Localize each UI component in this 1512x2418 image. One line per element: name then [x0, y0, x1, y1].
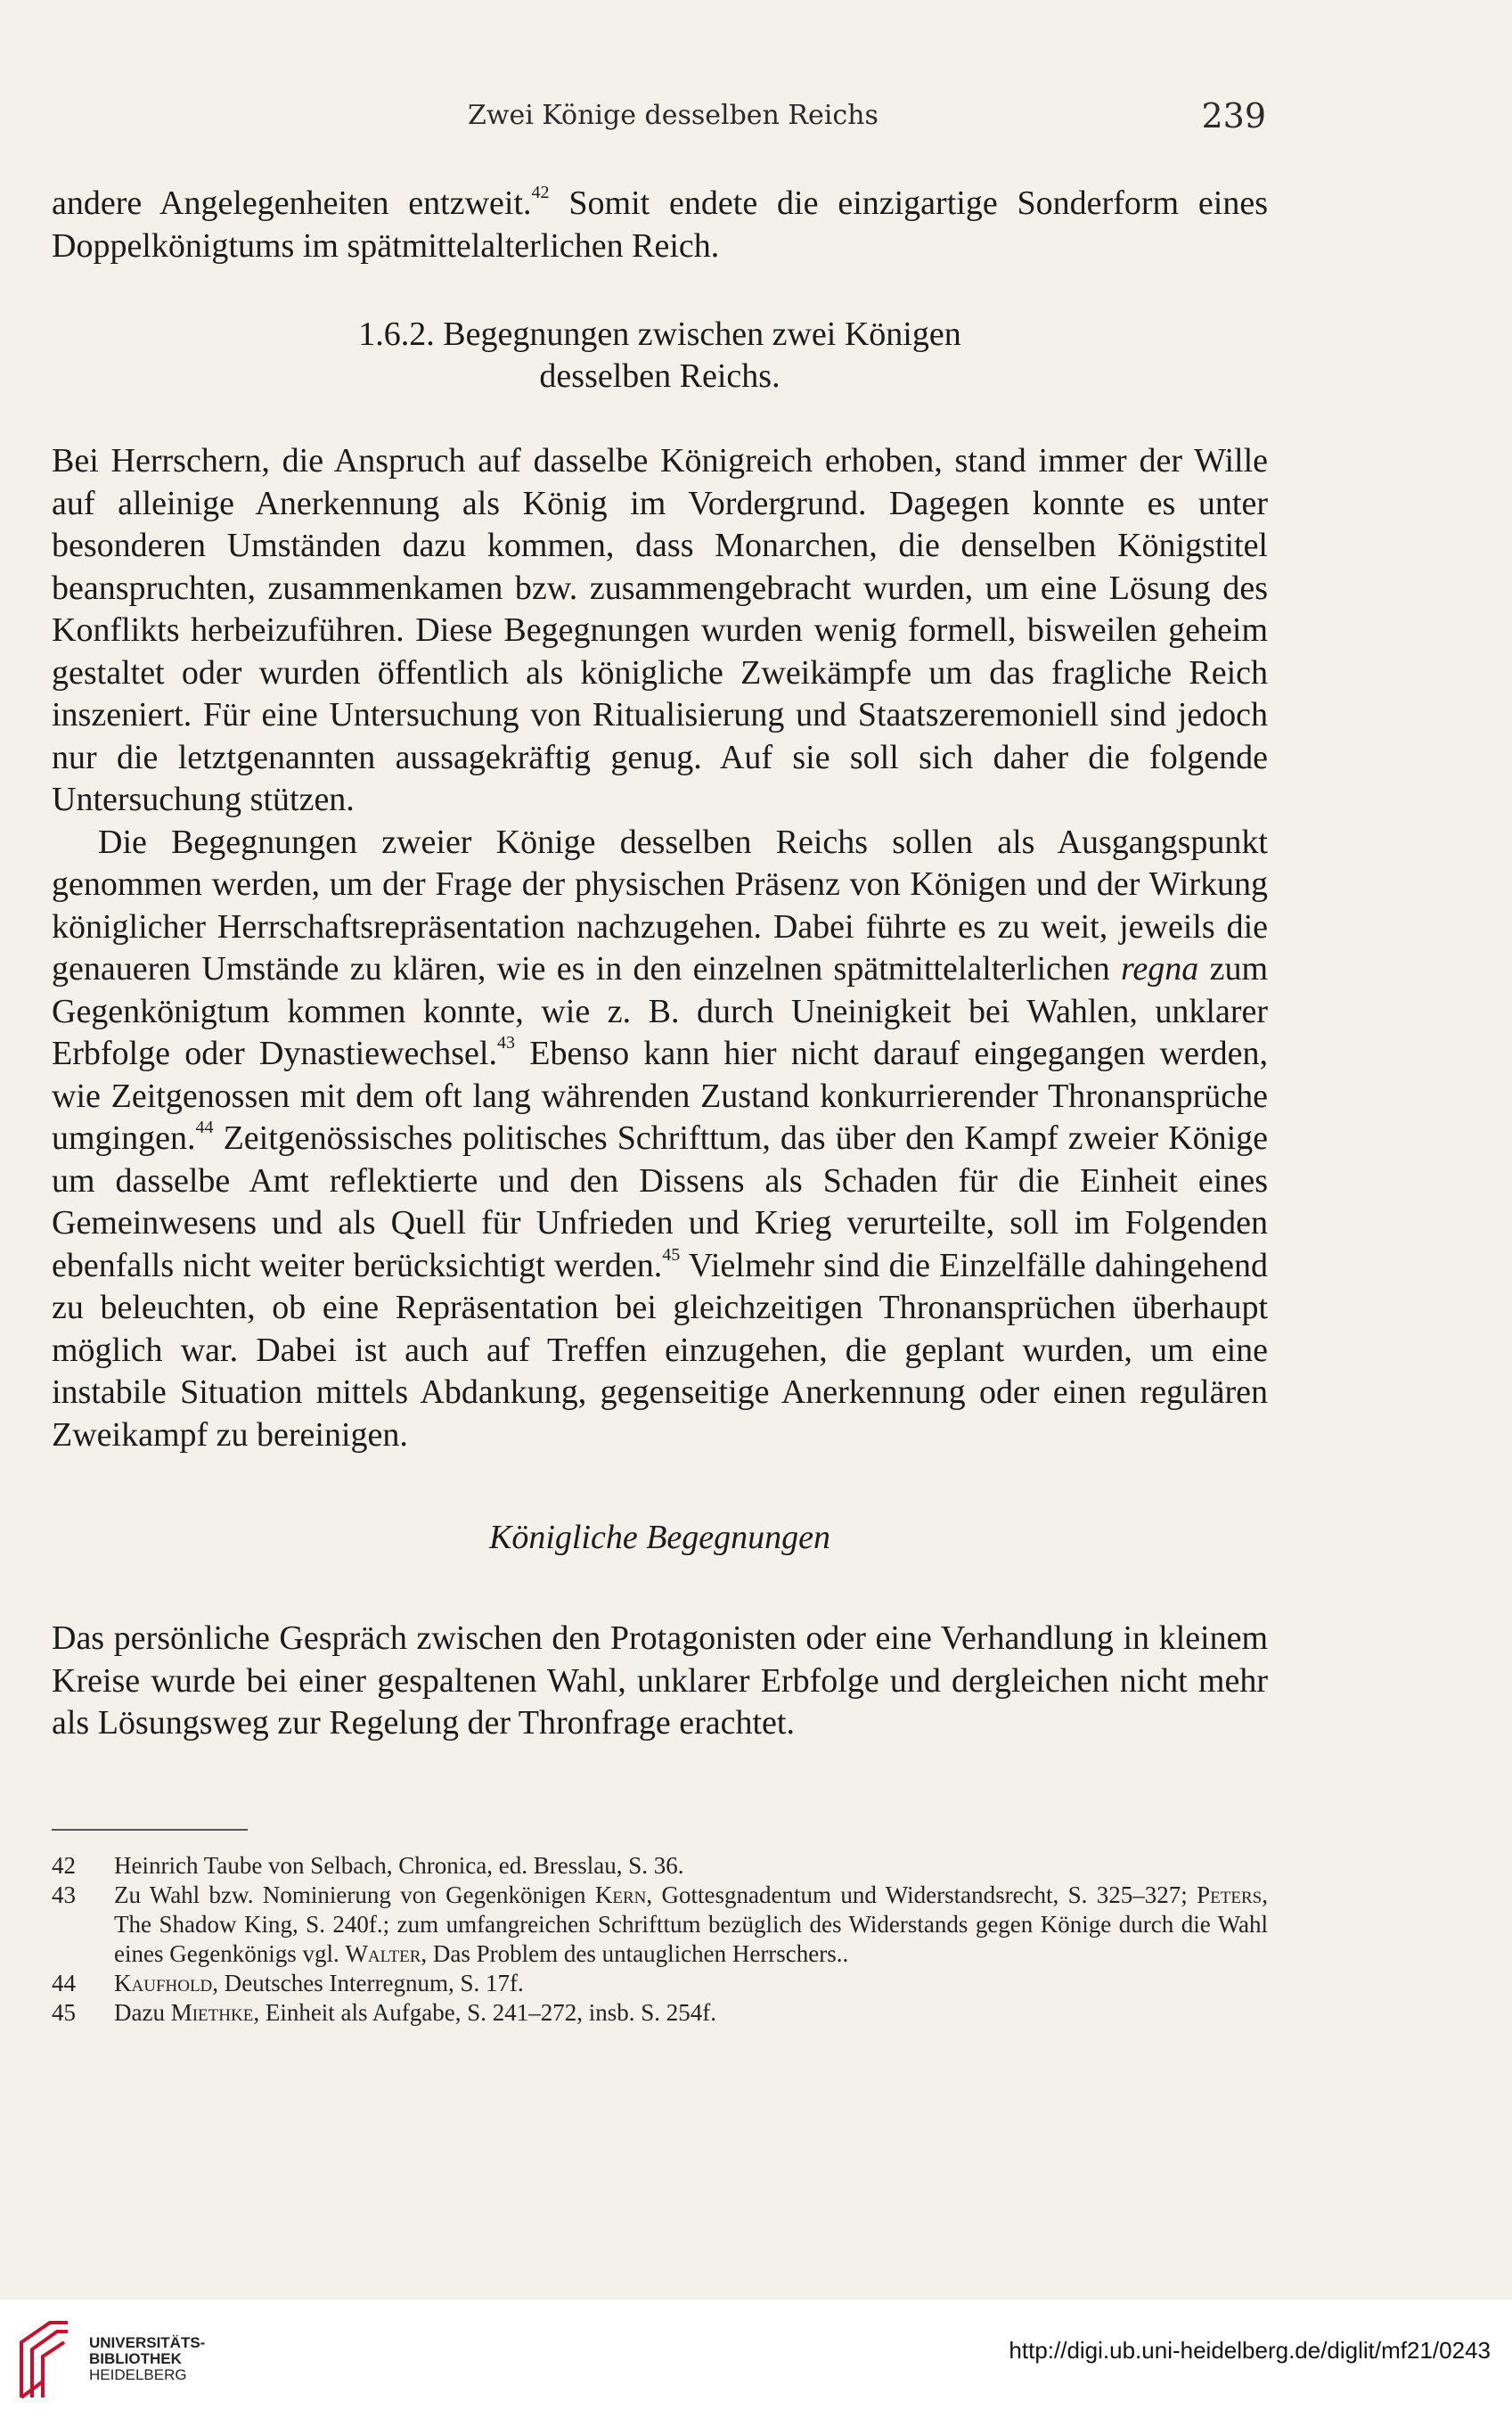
author-name: Walter: [345, 1940, 421, 1967]
text-span: Zeitgenössisches politisches Schrifttum, das über den Kampf zweier Könige um dasselbe Amt reflektierte und den Dissens als Schaden für die Einheit eines Gemeinwesens und als Quell für Unfrieden und Krieg verurteilte, soll im Folgenden ebenfalls nicht weiter berücksichtigt werden.: [52, 1119, 1268, 1284]
section-heading: [52, 314, 1268, 398]
author-name: Kern: [594, 1881, 647, 1908]
running-head: [0, 96, 1512, 141]
text-span: Vielmehr sind die Einzelfälle dahingehend zu beleuchten, ob eine Repräsentation bei gleichzeitigen Thronansprüchen überhaupt möglich war. Dabei ist auch auf Treffen einzugehen, die geplant wurden, um eine instabile Situation mittels Abdankung, gegenseitige Anerkennung oder einen regulären Zweikampf zu bereinigen.: [52, 1246, 1268, 1454]
footnote-number: 42: [52, 1852, 76, 1879]
footnote-42: [52, 1851, 1268, 1881]
paragraph-continuation: [52, 183, 1268, 267]
author-name: Peters: [1197, 1881, 1263, 1908]
library-name-line: HEIDELBERG: [89, 2366, 187, 2383]
footnote-43: [52, 1881, 1268, 1969]
digitization-footer: [0, 2299, 1512, 2418]
footnote-ref-43: 43: [496, 1033, 515, 1053]
text-span: andere Angelegenheiten entzweit.: [52, 184, 532, 222]
footnote-ref-45: 45: [662, 1244, 681, 1265]
author-name: Miethke: [170, 1999, 254, 2026]
source-url-link[interactable]: http://digi.ub.uni-heidelberg.de/diglit/mf21/0243: [1009, 2337, 1491, 2364]
text-span: zum Gegenkönigtum kommen konnte, wie z. B. durch Uneinigkeit bei Wahlen, unklarer Erbfolge oder Dynastiewechsel.: [52, 950, 1268, 1072]
footnote-45: [52, 1998, 1268, 2028]
library-name-line: BIBLIOTHEK: [89, 2350, 182, 2367]
running-title: Zwei Könige desselben Reichs: [468, 100, 879, 131]
page-number: 239: [1201, 96, 1266, 135]
footnote-text: , Einheit als Aufgabe, S. 241–272, insb. S. 254f.: [253, 1999, 717, 2026]
footnote-rule: [52, 1829, 248, 1831]
footnote-text: , Deutsches Interregnum, S. 17f.: [212, 1970, 524, 1996]
paragraph-3: Das persönliche Gespräch zwischen den Protagonisten oder eine Verhandlung in kleinem Kreise wurde bei einer gespaltenen Wahl, unklarer Erbfolge und dergleichen nicht mehr als Lösungsweg zur Regelung der Thronfrage erachtet.: [52, 1619, 1268, 1742]
paragraph-1: Bei Herrschern, die Anspruch auf dasselbe Königreich erhoben, stand immer der Wille auf alleinige Anerkennung als König im Vordergrund. Dagegen konnte es unter besonderen Umständen dazu kommen, dass Monarchen, die denselben Königstitel beanspruchten, zusammenkamen bzw. zusammengebracht wurden, um eine Lösung des Konflikts herbeizuführen. Diese Begegnungen wurden wenig formell, bisweilen geheim gestaltet oder wurden öffentlich als königliche Zweikämpfe um das fragliche Reich inszeniert. Für eine Untersuchung von Ritualisierung und Staatszeremoniell sind jedoch nur die letztgenannten aussagekräftig genug. Auf sie soll sich daher die folgende Untersuchung stützen.: [52, 442, 1268, 818]
library-logo-icon: [14, 2316, 75, 2405]
footnote-ref-42: 42: [531, 183, 550, 202]
footnote-text: , Das Problem des untauglichen Herrschers..: [421, 1940, 849, 1967]
footnote-ref-44: 44: [195, 1118, 214, 1137]
author-name: Kaufhold: [114, 1970, 213, 1996]
text-span: Ebenso kann hier nicht darauf eingegangen werden, wie Zeitgenossen mit dem oft lang währenden Zustand konkurrierender Thronansprüche umgingen.: [52, 1035, 1269, 1157]
footnote-text: Zu Wahl bzw. Nominierung von Gegenkönigen: [114, 1881, 595, 1908]
section-heading-line-2: desselben Reichs.: [539, 357, 781, 395]
footnote-number: 43: [52, 1881, 76, 1908]
footnote-number: 45: [52, 1999, 76, 2026]
main-text: [52, 183, 1268, 1745]
text-span: Die Begegnungen zweier Könige desselben Reichs sollen als Ausgangspunkt genommen werden, um der Frage der physischen Präsenz von Königen und der Wirkung königlicher Herrschaftsrepräsentation nachzugehen. Dabei führte es zu weit, jeweils die genaueren Umstände zu klären, wie es in den einzelnen spätmittelalterlichen: [52, 823, 1268, 988]
library-name-line: UNIVERSITÄTS-: [89, 2334, 206, 2351]
footnote-text: , The Shadow King, S. 240f.; zum umfangreichen Schrifttum bezüglich des Widerstands gegen Könige durch die Wahl eines Gegenkönigs vgl.: [114, 1881, 1268, 1967]
subsection-heading: Königliche Begegnungen: [488, 1519, 831, 1556]
paragraph-2: [52, 822, 1268, 1457]
footnote-text: Heinrich Taube von Selbach, Chronica, ed. Bresslau, S. 36.: [114, 1852, 684, 1879]
footnotes: [52, 1851, 1268, 2028]
footnote-number: 44: [52, 1970, 76, 1996]
section-heading-line-1: 1.6.2. Begegnungen zwischen zwei Königen: [358, 316, 961, 353]
footnote-text: , Gottesgnadentum und Widerstandsrecht, S. 325–327;: [646, 1881, 1197, 1908]
footnote-44: [52, 1969, 1268, 1998]
italic-term: regna: [1121, 950, 1199, 988]
library-name: [89, 2335, 205, 2383]
text-span: Somit endete die einzigartige Sonderform eines Doppelkönigtums im spätmittelalterlichen Reich.: [52, 184, 1268, 265]
footnote-text: Dazu: [114, 1999, 171, 2026]
